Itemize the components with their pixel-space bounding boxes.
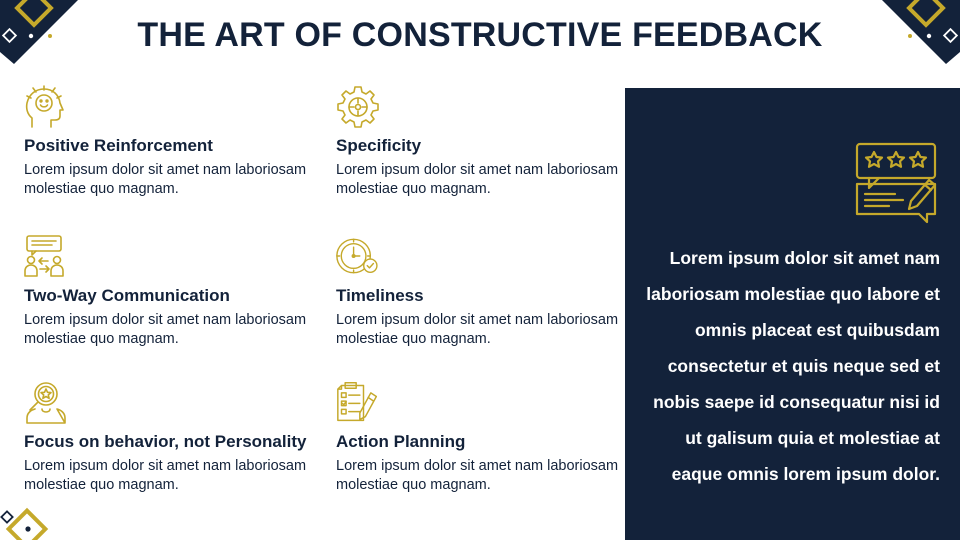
feature-description: Lorem ipsum dolor sit amet nam laboriosam molestiae quo magnam.	[24, 312, 307, 347]
checklist-pencil-icon	[336, 380, 380, 424]
happy-head-icon	[24, 84, 68, 128]
summary-text: Lorem ipsum dolor sit amet nam laboriosam molestiae quo labore et omnis placeat est quibusdam consectetur et quis neque sed et nobis saepe id consequatur nisi id ut galisum quia et molestiae at eaque omnis lorem ipsum dolor.	[646, 248, 940, 484]
feature-card-action-planning	[336, 380, 636, 495]
feature-heading: Positive Reinforcement	[24, 136, 213, 155]
feature-card-two-way-communication	[24, 234, 324, 349]
feature-heading: Action Planning	[336, 432, 466, 451]
feature-heading: Two-Way Communication	[24, 286, 230, 305]
feature-description: Lorem ipsum dolor sit amet nam laboriosam molestiae quo magnam.	[336, 312, 619, 347]
feature-heading: Specificity	[336, 136, 422, 155]
person-magnifier-icon	[24, 380, 68, 424]
feature-card-positive-reinforcement	[24, 84, 324, 199]
feature-card-specificity	[336, 84, 636, 199]
gear-target-icon	[336, 84, 380, 128]
feature-description: Lorem ipsum dolor sit amet nam laboriosam molestiae quo magnam.	[336, 162, 619, 197]
feature-description: Lorem ipsum dolor sit amet nam laboriosam molestiae quo magnam.	[336, 458, 619, 493]
feature-card-focus-on-behavior	[24, 380, 324, 495]
feature-description: Lorem ipsum dolor sit amet nam laboriosam molestiae quo magnam.	[24, 458, 307, 493]
summary-panel	[625, 88, 960, 540]
feature-card-timeliness	[336, 234, 636, 349]
feature-description: Lorem ipsum dolor sit amet nam laboriosam molestiae quo magnam.	[24, 162, 307, 197]
rating-review-icon	[855, 142, 939, 224]
two-people-chat-icon	[24, 234, 68, 278]
feature-heading: Focus on behavior, not Personality	[24, 432, 307, 451]
clock-check-icon	[336, 234, 380, 278]
feature-heading: Timeliness	[336, 286, 424, 305]
page-title: THE ART OF CONSTRUCTIVE FEEDBACK	[137, 16, 823, 54]
corner-decoration-bottom-left	[0, 500, 60, 540]
